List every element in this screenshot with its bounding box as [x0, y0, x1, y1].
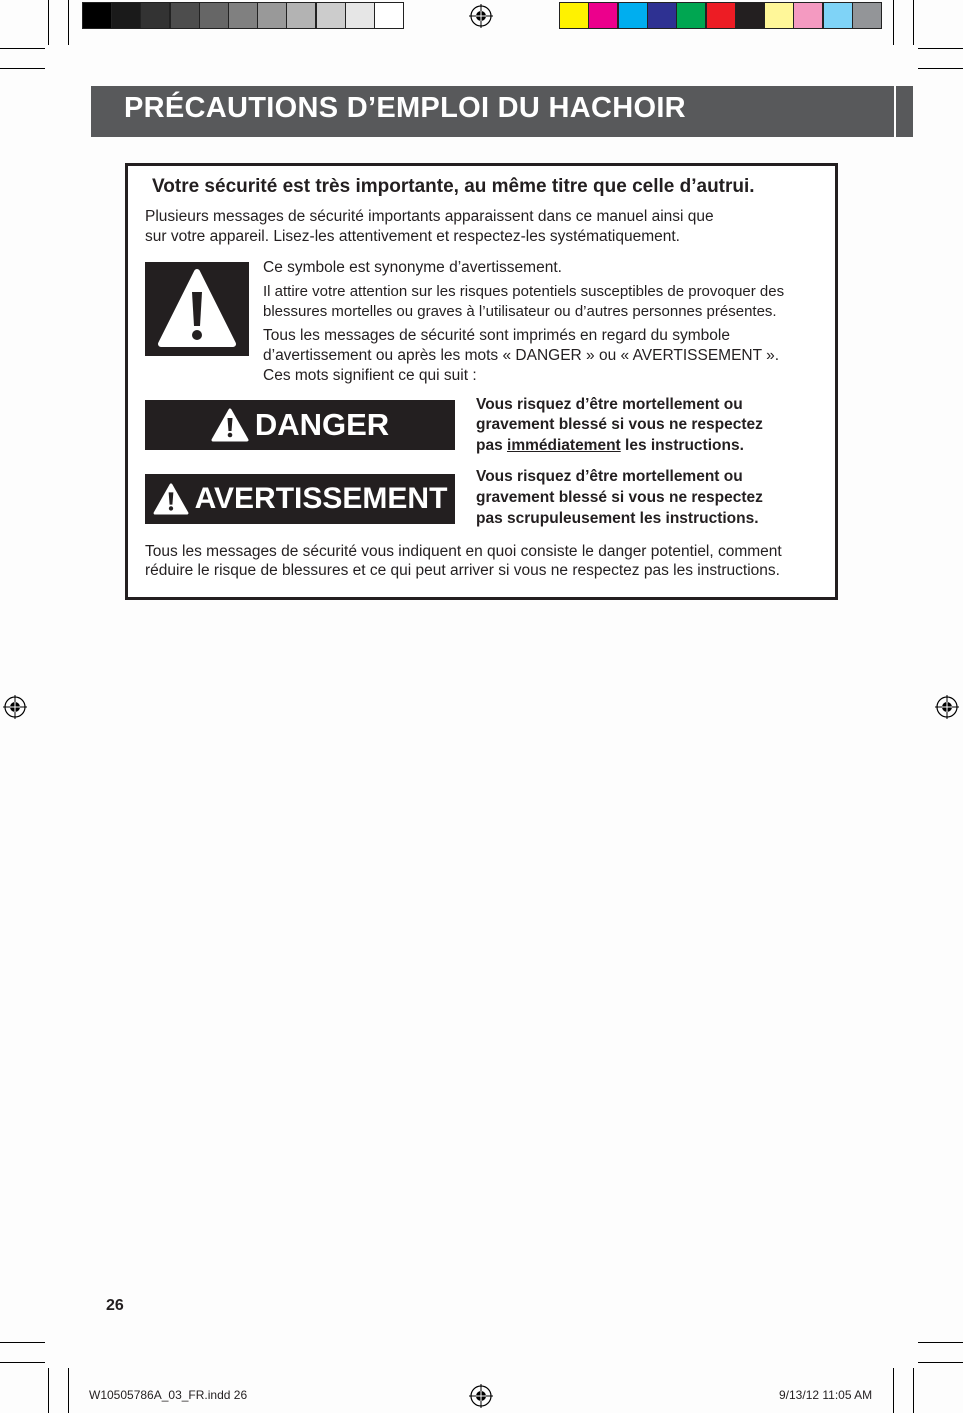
- warning-label: [145, 474, 455, 524]
- danger-label: [145, 400, 455, 450]
- intro-text: Plusieurs messages de sécurité importants apparaissent dans ce manuel ainsi que: [145, 208, 714, 225]
- gray-swatch: [82, 2, 112, 29]
- registration-mark-icon: [3, 695, 27, 719]
- page-number: 26: [106, 1297, 124, 1314]
- crop-mark: [48, 0, 49, 45]
- crop-mark: [918, 1362, 963, 1363]
- gray-swatch: [374, 2, 404, 29]
- registration-mark-icon: [469, 4, 493, 28]
- gray-swatch: [228, 2, 258, 29]
- danger-text: pas immédiatement les instructions.: [476, 437, 744, 454]
- registration-mark-icon: [469, 1384, 493, 1408]
- attention-text: Il attire votre attention sur les risques potentiels susceptibles de provoquer des: [263, 283, 785, 300]
- color-swatch: [823, 2, 853, 29]
- gray-swatch: [140, 2, 170, 29]
- danger-emphasis: immédiatement: [507, 437, 621, 454]
- color-swatch: [647, 2, 677, 29]
- color-swatch: [706, 2, 736, 29]
- danger-label-text: DANGER: [254, 407, 390, 442]
- color-swatch: [852, 2, 882, 29]
- warning-triangle-icon: [145, 262, 249, 356]
- color-swatch: [764, 2, 794, 29]
- crop-mark: [918, 48, 963, 49]
- gray-swatch: [316, 2, 346, 29]
- safety-alert-symbol: [145, 262, 249, 356]
- page-title: PRÉCAUTIONS D’EMPLOI DU HACHOIR: [124, 92, 686, 124]
- footer-text: Tous les messages de sécurité vous indiquent en quoi consiste le danger potentiel, comment: [145, 543, 782, 560]
- crop-mark: [0, 1362, 45, 1363]
- warning-triangle-icon: [211, 408, 249, 442]
- warning-triangle-icon: [153, 483, 189, 515]
- crop-mark: [918, 68, 963, 69]
- warning-label-text: AVERTISSEMENT: [194, 482, 448, 515]
- crop-mark: [893, 1368, 894, 1413]
- crop-mark: [68, 0, 69, 45]
- gray-swatch: [199, 2, 229, 29]
- crop-mark: [893, 0, 894, 45]
- warning-text: Vous risquez d’être mortellement ou: [476, 468, 743, 485]
- color-swatch: [793, 2, 823, 29]
- gray-swatch: [111, 2, 141, 29]
- crop-mark: [0, 48, 45, 49]
- danger-text: gravement blessé si vous ne respectez: [476, 416, 763, 433]
- color-swatch: [735, 2, 765, 29]
- crop-mark: [918, 1342, 963, 1343]
- crop-mark: [913, 0, 914, 45]
- messages-text: Ces mots signifient ce qui suit :: [263, 367, 477, 384]
- warning-text: pas scrupuleusement les instructions.: [476, 510, 759, 527]
- date-slug: 9/13/12 11:05 AM: [779, 1388, 873, 1402]
- color-swatch: [676, 2, 706, 29]
- crop-mark: [0, 68, 45, 69]
- footer-text: réduire le risque de blessures et ce qui peut arriver si vous ne respectez pas les instructions.: [145, 562, 780, 579]
- gray-swatch: [286, 2, 316, 29]
- messages-text: d’avertissement ou après les mots « DANGER » ou « AVERTISSEMENT ».: [263, 347, 780, 364]
- registration-mark-icon: [935, 695, 959, 719]
- attention-text: blessures mortelles ou graves à l’utilisateur ou d’autres personnes présentes.: [263, 303, 777, 320]
- crop-mark: [48, 1368, 49, 1413]
- crop-mark: [0, 1342, 45, 1343]
- messages-text: Tous les messages de sécurité sont imprimés en regard du symbole: [263, 327, 730, 344]
- crop-mark: [913, 1368, 914, 1413]
- file-slug: W10505786A_03_FR.indd 26: [89, 1388, 248, 1402]
- gray-swatch: [257, 2, 287, 29]
- safety-heading: Votre sécurité est très importante, au même titre que celle d’autrui.: [152, 176, 755, 197]
- crop-mark: [68, 1368, 69, 1413]
- symbol-text: Ce symbole est synonyme d’avertissement.: [263, 259, 562, 276]
- warning-text: gravement blessé si vous ne respectez: [476, 489, 763, 506]
- section-header-tab: [896, 86, 913, 137]
- color-swatch: [588, 2, 618, 29]
- gray-swatch: [170, 2, 200, 29]
- danger-text: Vous risquez d’être mortellement ou: [476, 396, 743, 413]
- color-swatch: [559, 2, 589, 29]
- color-swatch: [618, 2, 648, 29]
- intro-text: sur votre appareil. Lisez-les attentivement et respectez-les systématiquement.: [145, 228, 680, 245]
- gray-swatch: [345, 2, 375, 29]
